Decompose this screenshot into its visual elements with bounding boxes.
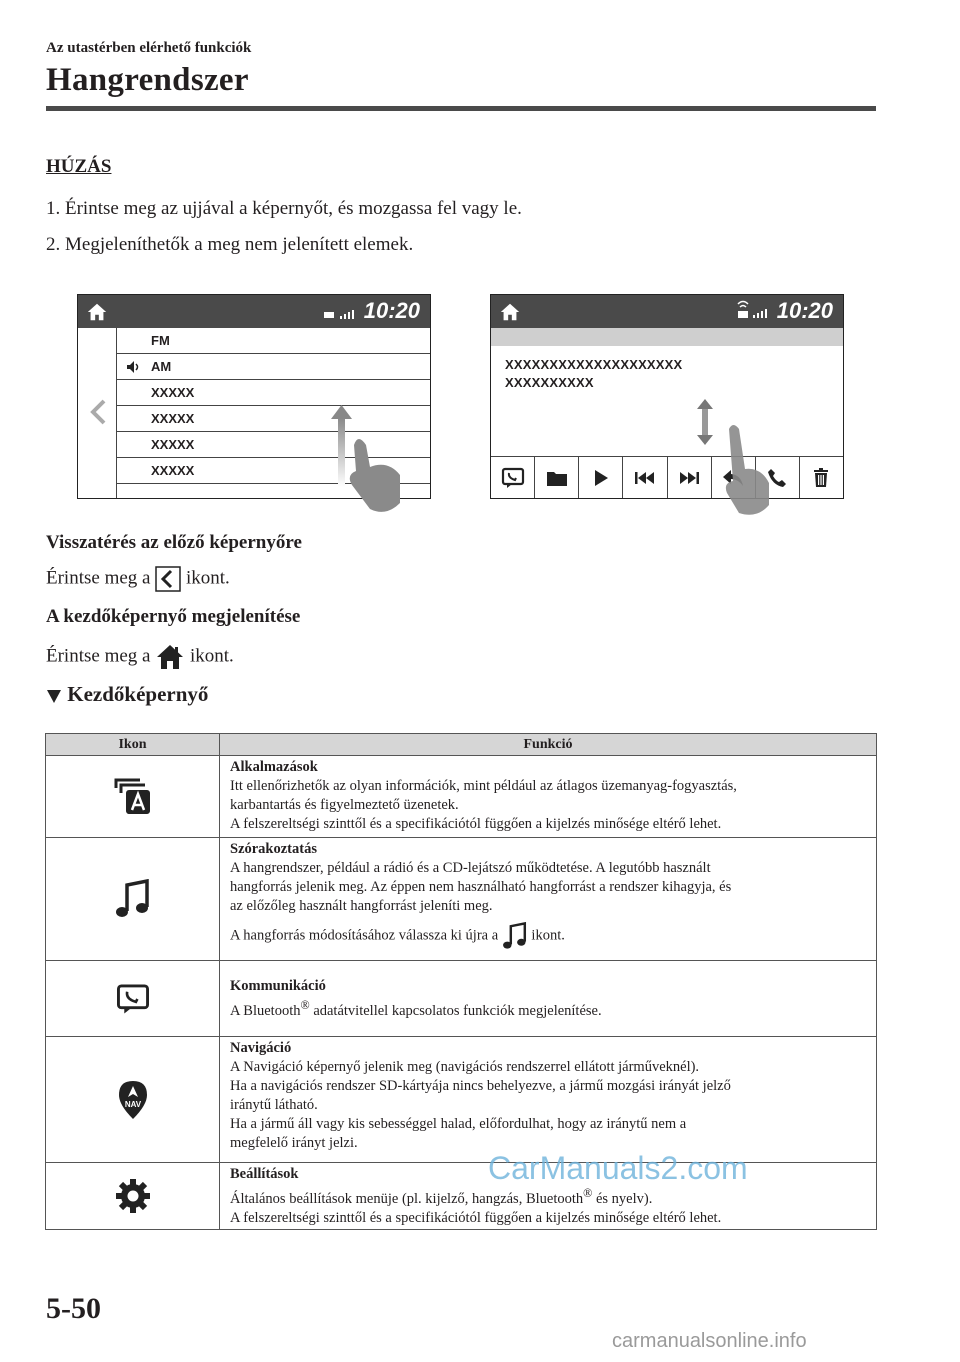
speaker-icon (125, 359, 141, 375)
message-line-2: XXXXXXXXXX (505, 375, 594, 390)
list-item: XXXXX (117, 432, 430, 458)
row-text (230, 996, 866, 1021)
header-band (491, 328, 843, 346)
toolbar-button (535, 457, 579, 498)
toolbar-button (579, 457, 623, 498)
row-text: Ha a navigációs rendszer SD-kártyája nincs behelyezve, a jármű mozgási irányát jelző (230, 1078, 731, 1094)
row-title: Beállítások (230, 1166, 299, 1182)
row-text (230, 922, 866, 950)
home-icon (155, 642, 185, 672)
back-chevron-icon (155, 566, 181, 592)
finger-gesture-icon (723, 423, 773, 523)
list-item-label: AM (151, 359, 172, 374)
list-screen-illustration (77, 294, 431, 499)
home-screen-icon-table (45, 733, 877, 1230)
back-text-before: Érintse meg a (46, 567, 151, 589)
row-text: Ha a jármű áll vagy kis sebességgel halad, előfordulhat, hogy az iránytű nem a (230, 1116, 687, 1132)
table-header (46, 734, 876, 756)
row-text: iránytű látható. (230, 1097, 318, 1113)
play-icon (593, 469, 609, 487)
table-row (46, 961, 876, 1037)
table-row (46, 1037, 876, 1163)
watermark: CarManuals2.com (488, 1150, 748, 1186)
row-text-part: A Bluetooth (230, 1002, 301, 1019)
back-chevron-icon (90, 399, 106, 425)
list-item: XXXXX (117, 380, 430, 406)
message-toolbar (491, 456, 843, 498)
list-item (117, 354, 430, 380)
back-instruction (46, 566, 230, 592)
row-text-part: ikont. (531, 927, 565, 944)
message-screen-illustration (490, 294, 844, 499)
row-text: Itt ellenőrizhetők az olyan információk, mint például az átlagos üzemanyag-fogyasztás, (230, 778, 737, 794)
back-text-after: ikont. (185, 567, 230, 589)
column-header-function: Funkció (523, 737, 573, 752)
home-screen-heading (46, 682, 208, 707)
message-line-1: XXXXXXXXXXXXXXXXXXXX (505, 357, 683, 372)
row-text: megfelelő irányt jelzi. (230, 1135, 358, 1151)
back-heading: Visszatérés az előző képernyőre (46, 532, 302, 553)
bluetooth-signal-status-icon (735, 298, 771, 324)
list-item: XXXXX (117, 458, 430, 484)
clock-display: 10:20 (776, 298, 833, 323)
home-icon (86, 301, 108, 323)
registered-mark: ® (300, 998, 310, 1012)
footer-watermark: carmanualsonline.info (612, 1330, 807, 1352)
home-heading: A kezdőképernyő megjelenítése (46, 606, 301, 627)
home-instruction (46, 642, 234, 672)
header-divider (46, 106, 876, 111)
clock-display: 10:20 (363, 298, 420, 323)
drag-step-1: 1. Érintse meg az ujjával a képernyőt, és mozgassa fel vagy le. (46, 198, 522, 219)
folder-icon (546, 469, 568, 487)
toolbar-button (491, 457, 535, 498)
list-item: FM (117, 328, 430, 354)
row-text: karbantartás és figyelmeztető üzenetek. (230, 797, 459, 813)
music-note-icon (502, 922, 528, 950)
settings-gear-icon (115, 1178, 151, 1214)
row-text: hangforrás jelenik meg. Az éppen nem használható hangforrást a rendszer kihagyja, és (230, 879, 732, 895)
signal-status-icon (322, 303, 358, 323)
home-text-before: Érintse meg a (46, 645, 151, 667)
toolbar-button (668, 457, 712, 498)
drag-step-2: 2. Megjeleníthetők a meg nem jelenített elemek. (46, 234, 414, 255)
table-row (46, 756, 876, 838)
row-title: Szórakoztatás (230, 841, 317, 857)
next-track-icon (678, 471, 700, 485)
screen-top-bar (491, 295, 843, 328)
row-title: Alkalmazások (230, 759, 318, 775)
row-title: Navigáció (230, 1040, 292, 1056)
triangle-down-icon (46, 688, 62, 704)
screen-top-bar (78, 295, 430, 328)
communication-icon (501, 467, 525, 489)
row-text-part: adatátvitellel kapcsolatos funkciók megjelenítése. (309, 1002, 602, 1019)
navigation-icon (117, 1079, 149, 1121)
list-item: XXXXX (117, 406, 430, 432)
row-text-part: A hangforrás módosításához válassza ki újra a (230, 927, 499, 944)
toolbar-button (623, 457, 667, 498)
page-title: Hangrendszer (46, 62, 249, 98)
column-header-icon: Ikon (46, 734, 220, 755)
table-row (46, 838, 876, 961)
previous-track-icon (634, 471, 656, 485)
row-text: A felszereltségi szinttől és a specifikációtól függően a kijelzés minősége eltérő lehet. (230, 816, 722, 832)
row-text-part: és nyelv). (592, 1190, 653, 1207)
row-text (230, 1184, 866, 1209)
table-row (46, 1163, 876, 1229)
row-text: A hangrendszer, például a rádió és a CD-lejátszó működtetése. A legutóbb használt (230, 860, 711, 876)
swipe-up-gesture-icon (328, 405, 418, 515)
row-text: A felszereltségi szinttől és a specifikációtól függően a kijelzés minősége eltérő lehet. (230, 1209, 722, 1226)
home-text-after: ikont. (189, 645, 234, 667)
row-title: Kommunikáció (230, 978, 326, 994)
svg-text:NAV: NAV (124, 1099, 141, 1109)
registered-mark: ® (583, 1186, 593, 1200)
scroll-updown-arrow-icon (695, 399, 715, 445)
applications-icon (114, 778, 152, 816)
section-label: Az utastérben elérhető funkciók (46, 40, 252, 56)
home-screen-heading-text: Kezdőképernyő (67, 682, 209, 706)
home-icon (499, 301, 521, 323)
music-note-icon (115, 879, 151, 919)
row-text-part: Általános beállítások menüje (pl. kijelző, hangzás, Bluetooth (230, 1190, 584, 1207)
communication-icon (115, 983, 151, 1015)
toolbar-button (800, 457, 843, 498)
trash-icon (813, 468, 829, 488)
page-number: 5-50 (46, 1292, 101, 1325)
drag-heading: HÚZÁS (46, 156, 112, 177)
row-text: A Navigáció képernyő jelenik meg (navigációs rendszerrel ellátott járműveknél). (230, 1059, 700, 1075)
row-text: az előzőleg használt hangforrást jeleníti meg. (230, 898, 493, 914)
